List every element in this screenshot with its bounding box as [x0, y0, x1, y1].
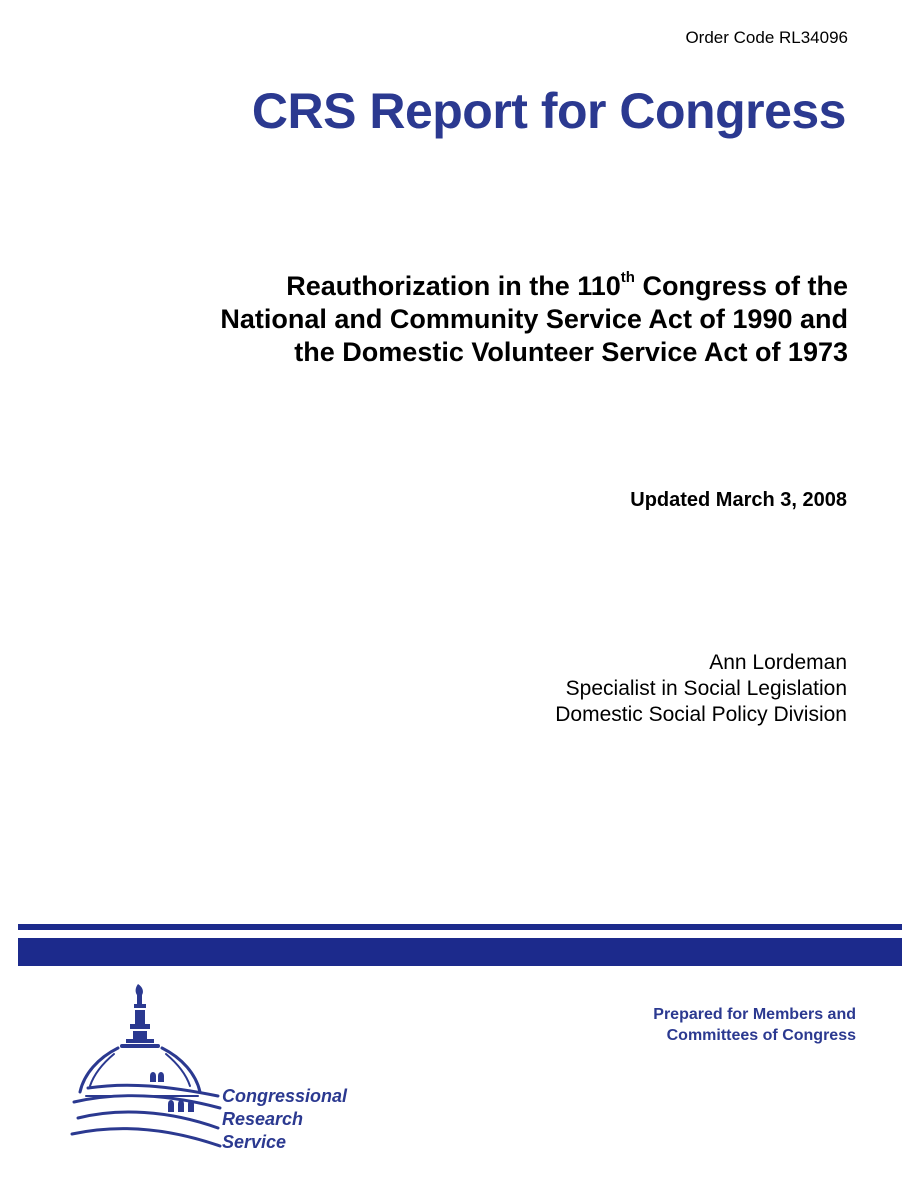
- logo-wordmark: [222, 1085, 347, 1154]
- updated-date: Updated March 3, 2008: [630, 489, 847, 511]
- report-title-line-3: the Domestic Volunteer Service Act of 1973: [294, 337, 848, 367]
- logo-line-congressional: Congressional: [222, 1086, 348, 1106]
- prepared-for-note: [653, 1004, 856, 1046]
- divider-thin: [18, 924, 902, 930]
- author-division: Domestic Social Policy Division: [555, 703, 847, 726]
- author-position: Specialist in Social Legislation: [565, 677, 847, 700]
- capitol-dome-icon: [58, 978, 228, 1168]
- order-code: Order Code RL34096: [685, 28, 848, 47]
- logo-line-service: Service: [222, 1132, 287, 1152]
- title-ordinal-suffix: th: [620, 269, 635, 286]
- report-title: [128, 270, 848, 369]
- masthead-title: CRS Report for Congress: [251, 83, 846, 139]
- author-block: [555, 650, 847, 728]
- author-name: Ann Lordeman: [709, 651, 847, 674]
- prepared-line-2: Committees of Congress: [666, 1027, 856, 1044]
- prepared-line-1: Prepared for Members and: [653, 1006, 856, 1023]
- report-title-line-2: National and Community Service Act of 1990 and: [220, 304, 848, 334]
- crs-logo: [58, 978, 368, 1168]
- logo-line-research: Research: [222, 1109, 304, 1129]
- report-title-line-1: [128, 270, 848, 303]
- title-line-1-pre: Reauthorization in the 110: [286, 271, 621, 301]
- title-line-1-post: Congress of the: [634, 271, 848, 301]
- divider-thick: [18, 938, 902, 966]
